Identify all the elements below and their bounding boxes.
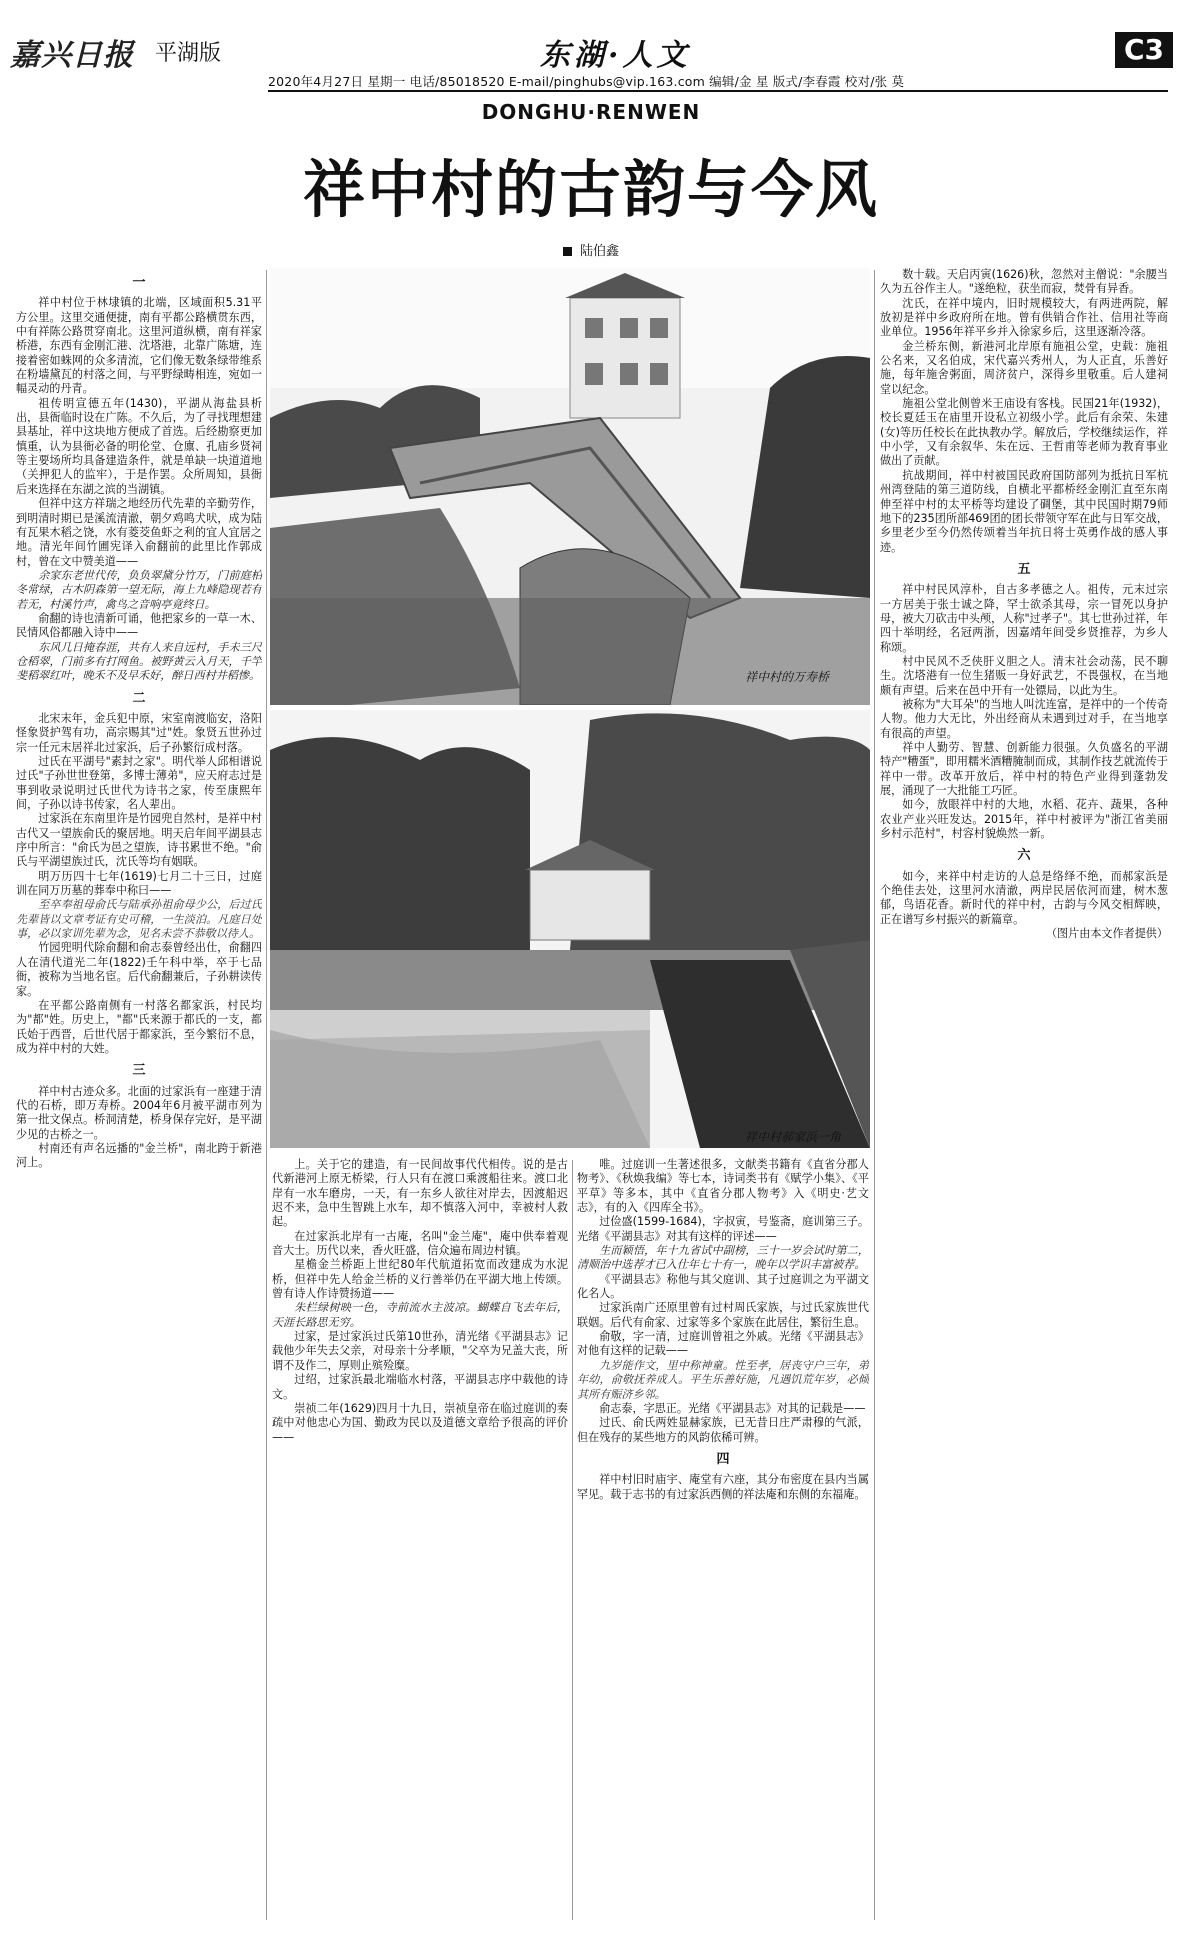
paragraph: 数十载。天启丙寅(1626)秋，忽然对主僧说："余腰当久为五谷作主人。"遂绝粒，获坐而寂，焚骨有异香。: [880, 268, 1168, 296]
paragraph: 唯。过庭训一生著述很多，文献类书籍有《直省分郡人物考》、《秋焕我编》等七本，诗词类书有《赋学小集》、《平平草》等多本，其中《直省分郡人物考》入《明史·艺文志》，有的入《四库全书》。: [577, 1158, 869, 1215]
quoted-text: 九岁能作文，里中称神童。性至孝，居丧守户三年，弟年幼，俞敬抚养成人。平生乐善好施，凡遇饥荒年岁，必倾其所有赈济乡邻。: [577, 1358, 869, 1401]
paragraph: 但祥中这方祥瑞之地经历代先辈的辛勤劳作，到明清时期已是溪流清澈，朝夕鸡鸣犬吠，成为陆有瓦果木稻之饶，水有菱茭鱼虾之利的宜人宜居之地。清光年间竹圃宪译入俞翻前的此里比作郭成村，曾在文中赞美道——: [16, 497, 262, 568]
quoted-text: 至卒奉祖母俞氏与陆承孙祖俞母少公，后过氏先辈皆以文章考证有史可稽，一生淡泊。凡庭日处事，必以家训先辈为念，见名未尝不恭敬以待人。: [16, 898, 262, 941]
paragraph: 村中民风不乏侠肝义胆之人。清末社会动荡，民不聊生。沈塔港有一位生猪贩一身好武艺，不畏强权，在当地颇有声望。后来在邑中开有一处镖局，以此为生。: [880, 654, 1168, 697]
paragraph: 祥中村古迹众多。北面的过家浜有一座建于清代的石桥，即万寿桥。2004年6月被平湖市列为第一批文保点。桥洞清楚，桥身保存完好，是平湖少见的古桥之一。: [16, 1084, 262, 1141]
paragraph: 过家浜南广还原里曾有过村周氏家族，与过氏家族世代联姻。后代有俞家、过家等多个家族在此居住，繁衍生息。: [577, 1301, 869, 1329]
article-column-bottom-b: [577, 1158, 869, 1920]
paragraph: 星檐金兰桥距上世纪80年代航道拓宽而改建成为水泥桥，但祥中先人给金兰桥的义行善举仍在平湖大地上传颂。曾有诗人作诗赞扬道——: [272, 1258, 568, 1301]
paragraph: 被称为"大耳朵"的当地人叫沈连富，是祥中的一个传奇人物。他力大无比，外出经商从未遇到过对手，在当地享有很高的声望。: [880, 697, 1168, 740]
section-title: DONGHU·RENWEN: [481, 100, 701, 124]
paragraph: 在过家浜北岸有一古庵，名叫"金兰庵"，庵中供奉着观音大士。历代以来，香火旺盛，信众遍布周边村镇。: [272, 1229, 568, 1258]
poem: 生而颖悟，年十九省试中副榜，三十一岁会试时第二，清顺治中选荐才已入仕年七十有一，晚年以学识丰富被荐。: [577, 1244, 869, 1272]
paragraph: 过家，是过家浜过氏第10世孙，清光绪《平湖县志》记载他少年失去父亲，对母亲十分孝顺，"父卒为兄盖大丧，所谓不及作二，厚则止殡殓糜。: [272, 1330, 568, 1372]
section-number: 四: [716, 1451, 730, 1467]
paragraph: 俞翻的诗也清新可诵，他把家乡的一草一木、民情风俗都融入诗中——: [16, 611, 262, 640]
paragraph: 如今，放眼祥中村的大地，水稻、花卉、蔬果，各种农业产业兴旺发达。2015年，祥中村被评为"浙江省美丽乡村示范村"，村容村貌焕然一新。: [880, 798, 1168, 841]
bridge-photo-image: [270, 268, 870, 705]
paragraph: 过氏、俞氏两姓显赫家族，已无昔日庄严肃穆的气派，但在残存的某些地方的风韵依稀可辨。: [577, 1416, 869, 1444]
paper-name: 嘉兴日报: [10, 38, 134, 73]
section-number: 三: [132, 1063, 146, 1079]
column-divider: [266, 270, 267, 1920]
paragraph: 金兰桥东侧，新港河北岸原有施祖公堂，史载：施祖公名来，又名伯成，宋代嘉兴秀州人，为人正直，乐善好施，每年施舍粥面，周济贫户，深得乡里敬重。后人建祠堂以纪念。: [880, 339, 1168, 396]
column-divider: [572, 1160, 573, 1920]
poem: 东风几日掩春涯，共有人来自远村，手未三尺仓稻翠，门前多有打网鱼。被野黄云入月天，千竿斐稻翠红叶，晚禾不及早禾好，醉日西村井稻惨。: [16, 640, 262, 683]
village-photo-image: [270, 710, 870, 1148]
page-code: C3: [1115, 32, 1173, 68]
article-column-left: [16, 268, 262, 1920]
section-number: 五: [1017, 561, 1031, 577]
section-logo: 东湖·人文: [540, 38, 691, 73]
info-line: 2020年4月27日 星期一 电话/85018520 E-mail/pinghubs@vip.163.com 编辑/金 星 版式/李春霞 校对/张 莫: [268, 74, 905, 89]
section-number: 一: [132, 275, 146, 290]
paragraph: 俞敬，字一清，过庭训曾祖之外戚。光绪《平湖县志》对他有这样的记载——: [577, 1330, 869, 1358]
paragraph: 施祖公堂北侧曾米王庙设有客栈。民国21年(1932)，校长夏廷玉在庙里开设私立初级小学。此后有余荣、朱建(女)等历任校长在此执教办学。解放后，学校继续运作，祥中小学，又有余叙华、朱在远、王哲甫等老师为教育事业做出了贡献。: [880, 397, 1168, 468]
bridge-photo: [270, 268, 870, 705]
paragraph: 崇祯二年(1629)四月十九日，崇祯皇帝在临过庭训的奏疏中对他忠心为国、勤政为民以及道德文章给予很高的评价——: [272, 1401, 568, 1444]
paragraph: 祥中村民风淳朴，自古多孝德之人。祖传，元末过宗一方居美于张士诚之降，罕士欲杀其母，宗一冒死以身护母，被大刀砍击中头颅，人称"过孝子"。其七世孙过祥，年四十举明经，名冠两浙，因嘉靖年间受乡贤推荐，为乡人称颂。: [880, 583, 1168, 654]
paragraph: 过俭盛(1599-1684)，字叔寅，号鉴斋，庭训第三子。光绪《平湖县志》对其有这样的评述——: [577, 1215, 869, 1243]
paragraph: 村南还有声名远播的"金兰桥"，南北跨于新港河上。: [16, 1141, 262, 1170]
masthead: [0, 0, 1182, 89]
paragraph: 沈氏，在祥中境内，旧时规模较大，有两进两院，解放初是祥中乡政府所在地。曾有供销合作社、信用社等商业单位。1956年祥平乡并入徐家乡后，这里逐渐冷落。: [880, 296, 1168, 339]
village-photo: [270, 710, 870, 1148]
paragraph: 《平湖县志》称他与其父庭训、其子过庭训之为平湖文化名人。: [577, 1272, 869, 1301]
paragraph: 竹园兜明代除俞翻和俞志泰曾经出仕，俞翻四人在清代道光二年(1822)壬午科中举，卒于七品衙，被称为当地名宦。后代俞翻兼后，子孙耕读传家。: [16, 941, 262, 998]
paragraph: 上。关于它的建造，有一民间故事代代相传。说的是古代新港河上原无桥梁，行人只有在渡口乘渡船往来。渡口北岸有一水车磨房，一天，有一东乡人欲往对岸去，因渡船迟迟不来，急中生智跳上水车，却不慎落入河中，幸被村人救起。: [272, 1158, 568, 1229]
top-rule: [268, 90, 1168, 92]
paragraph: 在平都公路南侧有一村落名都家浜，村民均为"都"姓。历史上，"都"氏来源于都氏的一支，都氏始于西晋，后世代居于都家浜，至今繁衍不息，成为祥中村的大姓。: [16, 998, 262, 1055]
paragraph: 祥中人勤劳、智慧、创新能力很强。久负盛名的平湖特产"糟蛋"，即用糯米酒糟腌制而成，其制作技艺就流传于祥中一带。改革开放后，祥中村的特色产业得到蓬勃发展，涌现了一大批能工巧匠。: [880, 741, 1168, 798]
article-column-right: [880, 268, 1168, 1920]
headline: 祥中村的古韵与今风: [302, 153, 879, 226]
byline-square-icon: [563, 247, 572, 256]
quoted-text: 余家东老世代传，负负翠黛分竹万，门前庭柏冬常绿，古木阴森第一望无际，海上九峰隐现若有若无，村溪竹声，禽鸟之音响亭竟终日。: [16, 568, 262, 611]
column-divider: [874, 270, 875, 1920]
article-column-bottom-a: [272, 1158, 568, 1920]
paragraph: 北宋末年，金兵犯中原，宋室南渡临安，洛阳怪象贤护驾有功，高宗赐其"过"姓。象贤五世孙过宗一任元末居祥北过家浜，后子孙繁衍成村落。: [16, 711, 262, 754]
byline: [0, 240, 1182, 259]
paragraph: 过家浜在东南里许是竹园兜自然村，是祥中村古代又一望族俞氏的聚居地。明天启年间平湖县志序中所言："俞氏为邑之望族，诗书累世不绝。"俞氏与平湖望族过氏，沈氏等均有姻联。: [16, 812, 262, 869]
paragraph: 过氏在平湖号"素封之家"。明代举人邱相谱说过氏"子孙世世登第，多博士薄弟"，应天府志过是事到收录说明过氏世代为诗书之家，传至康熙年间，子孙以诗书传家，名人辈出。: [16, 755, 262, 812]
photo-credit: （图片由本文作者提供）: [1045, 927, 1168, 941]
paragraph: 祥中村位于林埭镇的北端，区域面积5.31平方公里。这里交通便捷，南有平都公路横贯东西，中有祥陈公路贯穿南北。这里河道纵横，南有祥家桥港，东西有金刚汇港、沈塔港，北靠广陈塘，连接着密如蛛网的众多清流，它们像无数条绿带维系在粉墙黛瓦的村落之间，与平野绿畴相连，宛如一幅灵动的丹青。: [16, 296, 262, 396]
author-name: 陆伯鑫: [579, 244, 619, 259]
section-number: 二: [132, 690, 146, 706]
poem: 朱栏绿树映一色，寺前流水主波凉。蝴蝶自飞去年后，天涯长路思无穷。: [272, 1301, 568, 1329]
paragraph: 过绍，过家浜最北端临水村落，平湖县志序中载他的诗文。: [272, 1373, 568, 1401]
paragraph: 祥中村旧时庙宇、庵堂有六座，其分布密度在县内当属罕见。载于志书的有过家浜西侧的祥法庵和东侧的东福庵。: [577, 1473, 869, 1501]
bridge-caption: 祥中村的万寿桥: [745, 670, 830, 684]
paragraph: 明万历四十七年(1619)七月二十三日，过庭训在同万历墓的葬奉中称曰——: [16, 869, 262, 898]
paragraph: 抗战期间，祥中村被国民政府国防部列为抵抗日军杭州湾登陆的第三道防线，自横北平都桥经金刚汇直至东南伸至祥中村的太平桥等均建设了碉堡，其中民国时期79师地下的235团所部469团的团长带领守军在此与日军交战，乡里老少至今仍然传颂着当年抗日将士英勇作战的感人事迹。: [880, 468, 1168, 554]
section-number: 六: [1017, 848, 1031, 864]
paragraph: 如今，来祥中村走访的人总是络绎不绝，而郝家浜是个绝佳去处，这里河水清澈，两岸民居依河而建，树木葱郁，鸟语花香。新时代的祥中村，古韵与今风交相辉映，正在谱写乡村振兴的新篇章。: [880, 869, 1168, 926]
edition-label: 平湖版: [155, 41, 222, 66]
paragraph: 俞志泰，字思正。光绪《平湖县志》对其的记载是——: [599, 1401, 866, 1415]
village-caption: 祥中村郝家浜一角: [745, 1130, 842, 1144]
paragraph: 祖传明宣德五年(1430)，平湖从海盐县析出，县衙临时设在广陈。不久后，为了寻找理想建县基址，祥中这块地方便成了首选。后经勘察更加慎重，认为县衙必备的明伦堂、仓廪、孔庙乡贤祠等主要场所均具备建造条件，就是单缺一块道道地（关押犯人的监牢），于是作罢。众所周知，县衙后来选择在东湖之滨的当湖镇。: [16, 396, 262, 496]
